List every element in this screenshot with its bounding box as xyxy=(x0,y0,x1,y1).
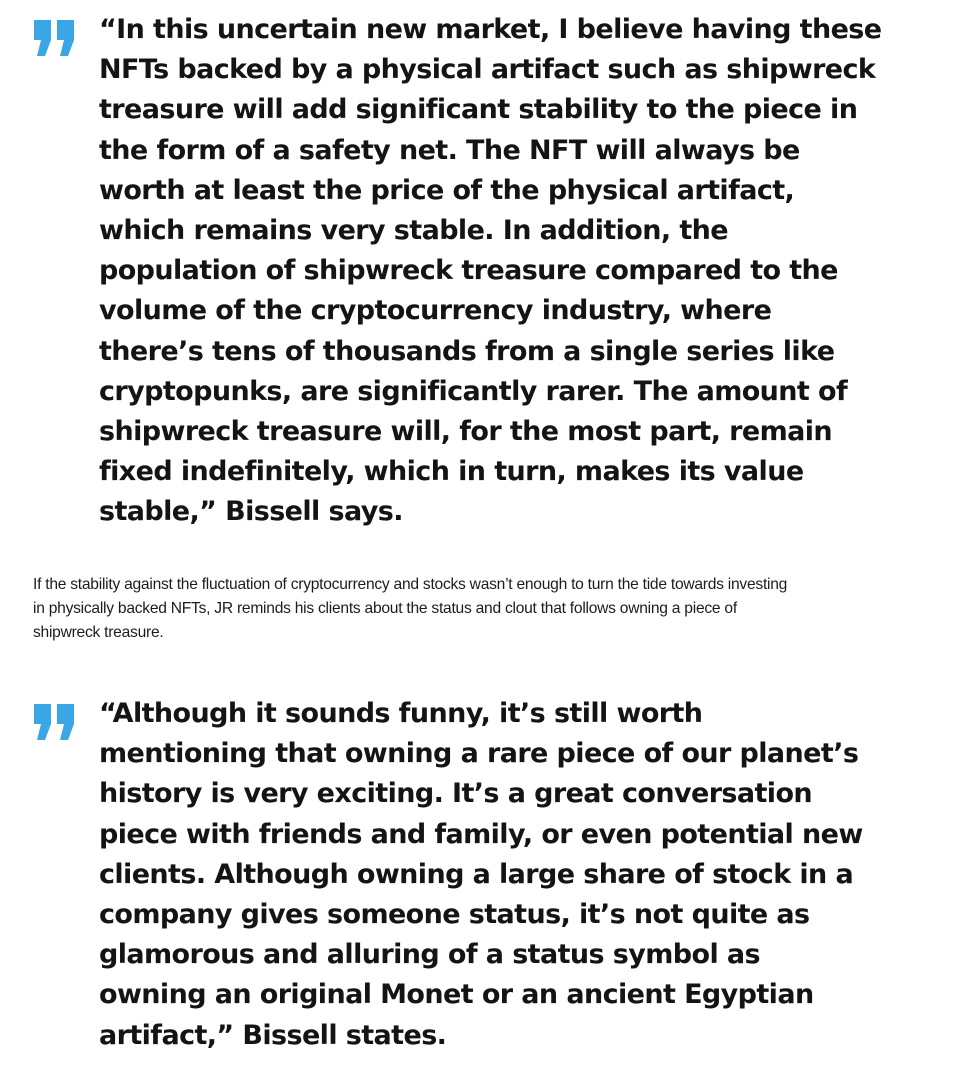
quote-line: piece with friends and family, or even potential new xyxy=(99,818,863,850)
quote-line: “Although it sounds funny, it’s still worth xyxy=(99,698,703,729)
quote-line: clients. Although owning a large share of stock in a xyxy=(99,858,854,890)
paragraph-line: shipwreck treasure. xyxy=(33,624,164,641)
quote-line: owning an original Monet or an ancient Egyptian xyxy=(99,979,814,1011)
quote-line: population of shipwreck treasure compared to the xyxy=(99,255,838,287)
quote-line: cryptopunks, are significantly rarer. The amount of xyxy=(99,375,848,407)
paragraph-line: in physically backed NFTs, JR reminds his clients about the status and clout that follows owning a piece of xyxy=(33,600,737,617)
quote-line: treasure will add significant stability to the piece in xyxy=(99,94,858,126)
double-quote-icon xyxy=(32,702,78,742)
quote-line: glamorous and alluring of a status symbol as xyxy=(99,939,761,971)
paragraph-line: If the stability against the fluctuation of cryptocurrency and stocks wasn’t enough to turn the tide towards investing xyxy=(33,576,788,593)
quote-line: shipwreck treasure will, for the most part, remain xyxy=(99,416,833,448)
quote-line: worth at least the price of the physical artifact, xyxy=(99,174,795,206)
body-paragraph xyxy=(33,573,933,645)
double-quote-icon xyxy=(32,18,78,58)
quote-text xyxy=(99,694,869,1056)
quote-line: which remains very stable. In addition, the xyxy=(99,215,728,247)
quote-line: artifact,” Bissell states. xyxy=(99,1019,447,1051)
quote-line: volume of the cryptocurrency industry, where xyxy=(99,295,772,327)
quote-line: history is very exciting. It’s a great conversation xyxy=(99,778,813,810)
quote-line: NFTs backed by a physical artifact such as shipwreck xyxy=(99,54,876,86)
quote-line: “In this uncertain new market, I believe having these xyxy=(99,14,882,45)
quote-line: fixed indefinitely, which in turn, makes its value xyxy=(99,456,804,488)
quote-line: there’s tens of thousands from a single series like xyxy=(99,335,835,367)
quote-line: stable,” Bissell says. xyxy=(99,496,403,528)
quote-line: company gives someone status, it’s not quite as xyxy=(99,899,810,931)
quote-line: mentioning that owning a rare piece of our planet’s xyxy=(99,738,859,770)
quote-text xyxy=(99,10,882,533)
quote-line: the form of a safety net. The NFT will always be xyxy=(99,134,800,166)
